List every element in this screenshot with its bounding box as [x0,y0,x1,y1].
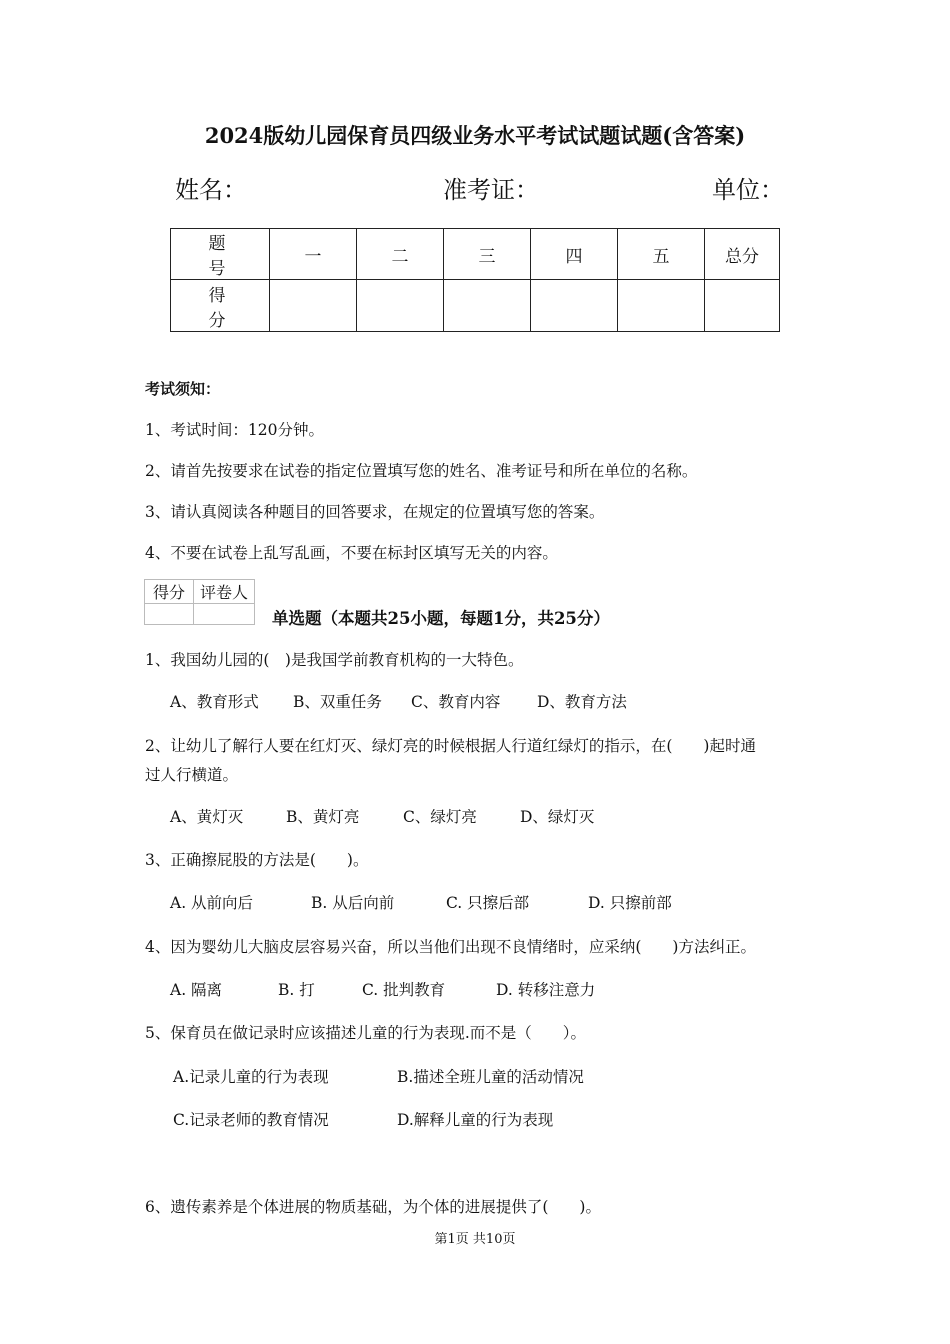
page-footer: 第1页 共10页 [434,1232,516,1247]
option: A、教育形式 [170,693,259,711]
score-table-header-cell: 题 号 [171,229,270,280]
score-table-score-row [171,280,780,332]
option: B. 从后向前 [311,894,395,912]
option: A. 隔离 [170,981,223,999]
option: B. 打 [278,981,315,999]
score-cell[interactable] [618,280,705,332]
option: D、绿灯灭 [520,808,595,826]
score-table-header-cell: 一 [270,229,357,280]
notice-title: 考试须知： [145,380,221,398]
score-table-header-cell: 三 [444,229,531,280]
grader-score-cell[interactable] [145,604,194,625]
option: D.解释儿童的行为表现 [397,1111,554,1129]
score-table-header-cell: 四 [531,229,618,280]
question-text: 5、保育员在做记录时应该描述儿童的行为表现.而不是（ ）。 [145,1024,587,1042]
option: B、黄灯亮 [286,808,360,826]
score-cell[interactable] [705,280,780,332]
option: D. 只擦前部 [588,894,672,912]
grader-box [144,579,255,625]
question-text: 2、让幼儿了解行人要在红灯灭、绿灯亮的时候根据人行道红绿灯的指示，在( )起时通 [145,737,756,755]
notice-item: 2、请首先按要求在试卷的指定位置填写您的姓名、准考证号和所在单位的名称。 [145,462,698,480]
option: C、教育内容 [411,693,501,711]
option: C、绿灯亮 [403,808,477,826]
question-text: 3、正确擦屁股的方法是( )。 [145,851,369,869]
name-field-label: 姓名： [175,176,247,204]
option: B.描述全班儿童的活动情况 [397,1068,584,1086]
option: A. 从前向后 [170,894,254,912]
score-cell[interactable] [531,280,618,332]
score-cell[interactable] [357,280,444,332]
grader-name-cell[interactable] [194,604,255,625]
option: C. 只擦后部 [446,894,530,912]
score-table-header-cell: 二 [357,229,444,280]
score-cell[interactable] [270,280,357,332]
document-title: 2024版幼儿园保育员四级业务水平考试试题试题(含答案) [204,123,746,148]
question-text: 1、我国幼儿园的( )是我国学前教育机构的一大特色。 [145,651,524,669]
notice-item: 4、不要在试卷上乱写乱画，不要在标封区填写无关的内容。 [145,544,558,562]
question-text: 6、遗传素养是个体进展的物质基础，为个体的进展提供了( )。 [145,1198,601,1216]
score-table-header-row [171,229,780,280]
unit-field-label: 单位： [712,176,784,204]
option: A、黄灯灭 [170,808,244,826]
score-table-header-cell: 总分 [705,229,780,280]
notice-item: 3、请认真阅读各种题目的回答要求，在规定的位置填写您的答案。 [145,503,605,521]
score-table-header-cell: 五 [618,229,705,280]
score-cell[interactable] [444,280,531,332]
option: C.记录老师的教育情况 [173,1111,329,1129]
option: A.记录儿童的行为表现 [173,1068,329,1086]
score-row-label: 得 分 [171,280,270,332]
option: B、双重任务 [293,693,382,711]
option: D. 转移注意力 [496,981,596,999]
section-title: 单选题（本题共25小题，每题1分，共25分） [272,609,610,628]
question-text: 4、因为婴幼儿大脑皮层容易兴奋，所以当他们出现不良情绪时，应采纳( )方法纠正。 [145,938,756,956]
grader-name-label: 评卷人 [194,580,255,604]
score-table [170,228,780,332]
option: D、教育方法 [537,693,627,711]
option: C. 批判教育 [362,981,446,999]
grader-score-label: 得分 [145,580,194,604]
exam-id-field-label: 准考证： [443,176,539,204]
question-text-continued: 过人行横道。 [145,766,239,784]
notice-item: 1、考试时间：120分钟。 [145,421,324,439]
